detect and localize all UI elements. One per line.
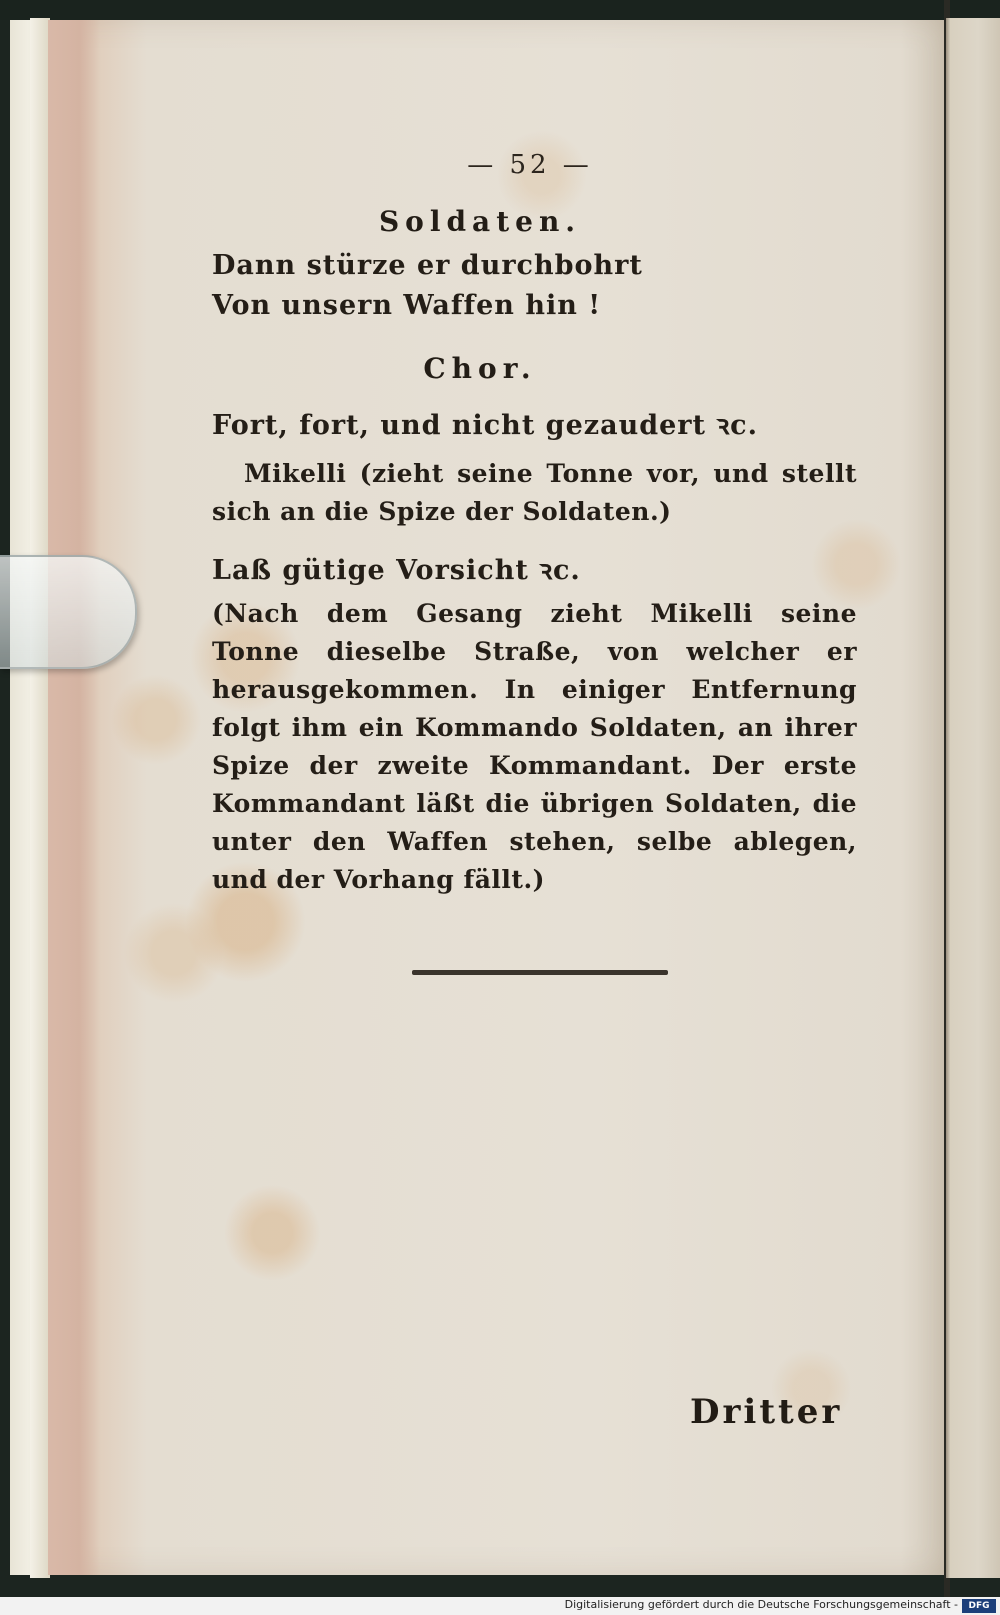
stage-direction: (Nach dem Gesang zieht Mikelli seine Tonne dieselbe Straße, von welcher er herausgekommen. In einiger Entfernung folgt ihm ein Kommando Soldaten, an ihrer Spize der zweite Kommandant. Der erste Kommandant läßt die übrigen Soldaten, die unter den Waffen stehen, selbe ablegen, und der Vorhang fällt.) xyxy=(212,599,857,894)
page-clip xyxy=(0,555,137,669)
catchword: Dritter xyxy=(690,1392,843,1432)
next-page-edge xyxy=(946,18,1000,1578)
footer-credit: Digitalisierung gefördert durch die Deutsche Forschungsgemeinschaft - xyxy=(564,1598,958,1611)
mikelli-direction: Mikelli (zieht seine Tonne vor, und stellt sich an die Spize der Soldaten.) xyxy=(212,459,857,526)
page-number: — 52 — xyxy=(467,150,593,180)
section-rule xyxy=(412,970,668,975)
verse-line-2: Von unsern Waffen hin ! xyxy=(212,290,602,321)
chor-line: Fort, fort, und nicht gezaudert ꝛc. xyxy=(212,410,758,441)
speaker-chor: Chor. xyxy=(423,352,537,385)
speaker-soldaten: Soldaten. xyxy=(378,205,582,238)
mikelli-line: Laß gütige Vorsicht ꝛc. xyxy=(212,555,581,586)
dfg-logo: DFG xyxy=(962,1599,996,1613)
book-edge-pages xyxy=(30,18,50,1578)
page-gutter xyxy=(48,20,100,1575)
scan-top-border xyxy=(0,0,1000,20)
verse-line-1: Dann stürze er durchbohrt xyxy=(212,250,643,281)
